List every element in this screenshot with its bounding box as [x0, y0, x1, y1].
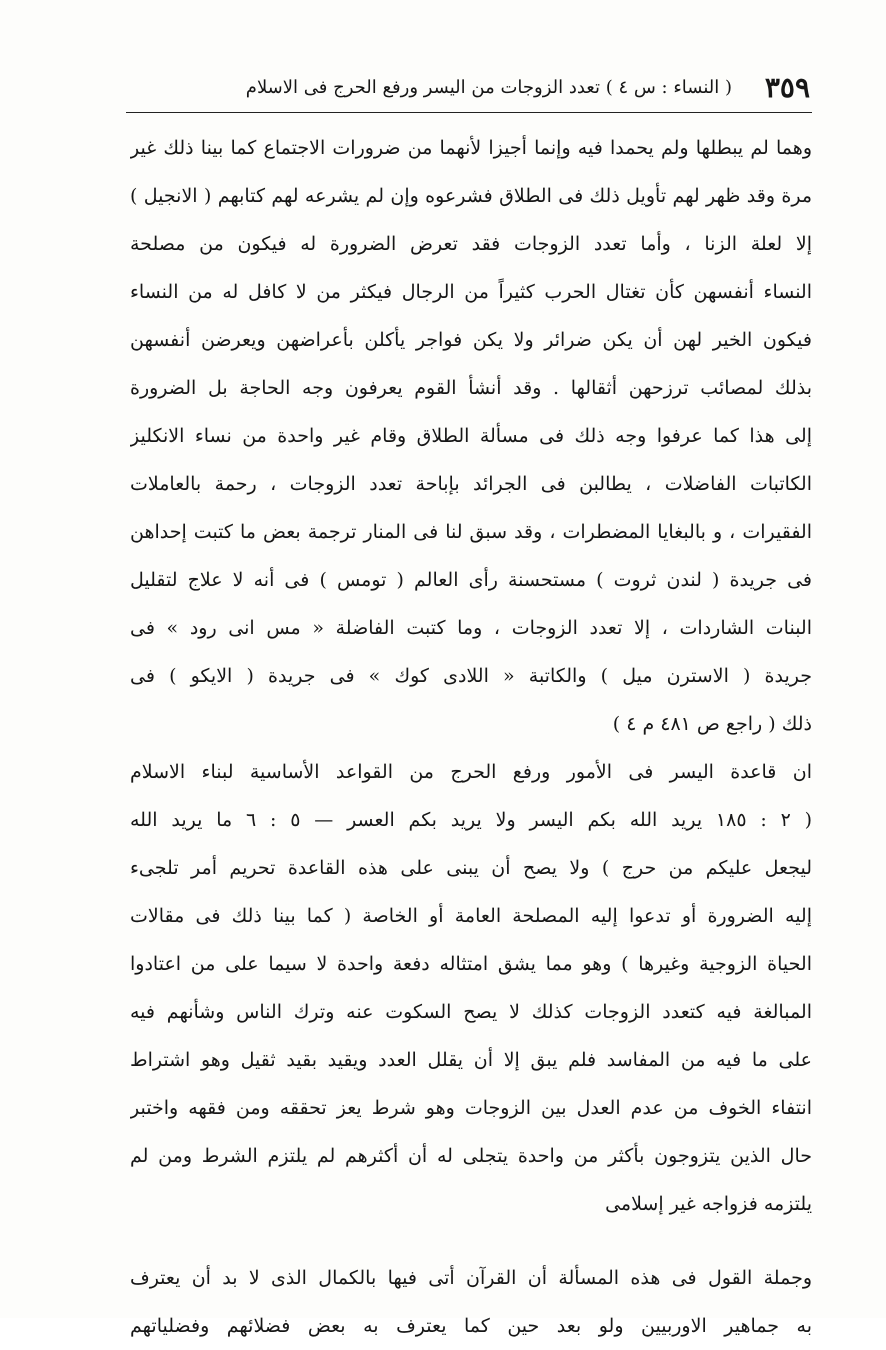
body-text — [130, 124, 812, 1350]
text-line: به جماهير الاوربيين ولو بعد حين كما يعترف به بعض فضلائهم وفضلياتهم — [130, 1315, 812, 1337]
paragraph-2 — [130, 748, 812, 1228]
text-line: يلتزمه فزواجه غير إسلامى — [605, 1193, 812, 1215]
text-line: وهما لم يبطلها ولم يحمدا فيه وإنما أجيزا لأنهما من ضرورات الاجتماع كما بينا ذلك غير — [130, 137, 812, 159]
text-line: إلا لعلة الزنا ، وأما تعدد الزوجات فقد تعرض الضرورة له فيكون من مصلحة — [130, 233, 812, 255]
text-line: ان قاعدة اليسر فى الأمور ورفع الحرج من القواعد الأساسية لبناء الاسلام — [130, 761, 812, 783]
text-line: بذلك لمصائب ترزحهن أثقالها . وقد أنشأ القوم يعرفون وجه الحاجة بل الضرورة — [130, 377, 812, 399]
paragraph-gap — [130, 1228, 812, 1254]
text-line: ليجعل عليكم من حرج ) ولا يصح أن يبنى على هذه القاعدة تحريم أمر تلجىء — [130, 857, 812, 879]
text-line: ( ٢ : ١٨٥ يريد الله بكم اليسر ولا يريد بكم العسر — ٥ : ٦ ما يريد الله — [130, 809, 812, 831]
text-line: إلى هذا كما عرفوا وجه ذلك فى مسألة الطلاق وقام غير واحدة من نساء الانكليز — [130, 425, 812, 447]
text-line: انتفاء الخوف من عدم العدل بين الزوجات وهو شرط يعز تحققه ومن فقهه واختبر — [130, 1097, 812, 1119]
text-line: على ما فيه من المفاسد فلم يبق إلا أن يقلل العدد ويقيد بقيد ثقيل وهو اشتراط — [130, 1049, 812, 1071]
text-line: النساء أنفسهن كأن تغتال الحرب كثيراً من الرجال فيكثر من لا كافل له من النساء — [130, 281, 812, 303]
text-line: فى جريدة ( لندن ثروت ) مستحسنة رأى العالم ( تومس ) فى أنه لا علاج لتقليل — [130, 569, 812, 591]
text-line: مرة وقد ظهر لهم تأويل ذلك فى الطلاق فشرعوه وإن لم يشرعه لهم كتابهم ( الانجيل ) — [130, 185, 812, 207]
text-line: الكاتبات الفاضلات ، يطالبن فى الجرائد بإباحة تعدد الزوجات ، رحمة بالعاملات — [130, 473, 812, 495]
text-line: المبالغة فيه كتعدد الزوجات كذلك لا يصح السكوت عنه وترك الناس وشأنهم فيه — [130, 1001, 812, 1023]
paragraph-1 — [130, 124, 812, 748]
text-line: البنات الشاردات ، إلا تعدد الزوجات ، وما كتبت الفاضلة « مس انى رود » فى — [130, 617, 812, 639]
text-line: حال الذين يتزوجون بأكثر من واحدة يتجلى له أن أكثرهم لم يلتزم الشرط ومن لم — [130, 1145, 812, 1167]
page-number: ٣٥٩ — [764, 71, 810, 104]
text-line: ذلك ( راجع ص ٤٨١ م ٤ ) — [612, 713, 812, 735]
text-line: وجملة القول فى هذه المسألة أن القرآن أتى فيها بالكمال الذى لا بد أن يعترف — [130, 1267, 812, 1289]
text-line: الفقيرات ، و بالبغايا المضطرات ، وقد سبق لنا فى المنار ترجمة بعض ما كتبت إحداهن — [130, 521, 812, 543]
text-line: فيكون الخير لهن أن يكن ضرائر ولا يكن فواجر يأكلن بأعراضهن ويعرضن أنفسهن — [130, 329, 812, 351]
text-line: الحياة الزوجية وغيرها ) وهو مما يشق امتثاله دفعة واحدة لا سيما على من اعتادوا — [130, 953, 812, 975]
text-line: إليه الضرورة أو تدعوا إليه المصلحة العامة أو الخاصة ( كما بينا ذلك فى مقالات — [130, 905, 812, 927]
header-rule — [126, 112, 812, 113]
page-header — [110, 70, 810, 106]
text-line: جريدة ( الاسترن ميل ) والكاتبة « اللادى كوك » فى جريدة ( الايكو ) فى — [130, 665, 812, 687]
running-head: ( النساء : س ٤ ) تعدد الزوجات من اليسر ورفع الحرج فى الاسلام — [245, 77, 732, 98]
paragraph-3 — [130, 1254, 812, 1350]
